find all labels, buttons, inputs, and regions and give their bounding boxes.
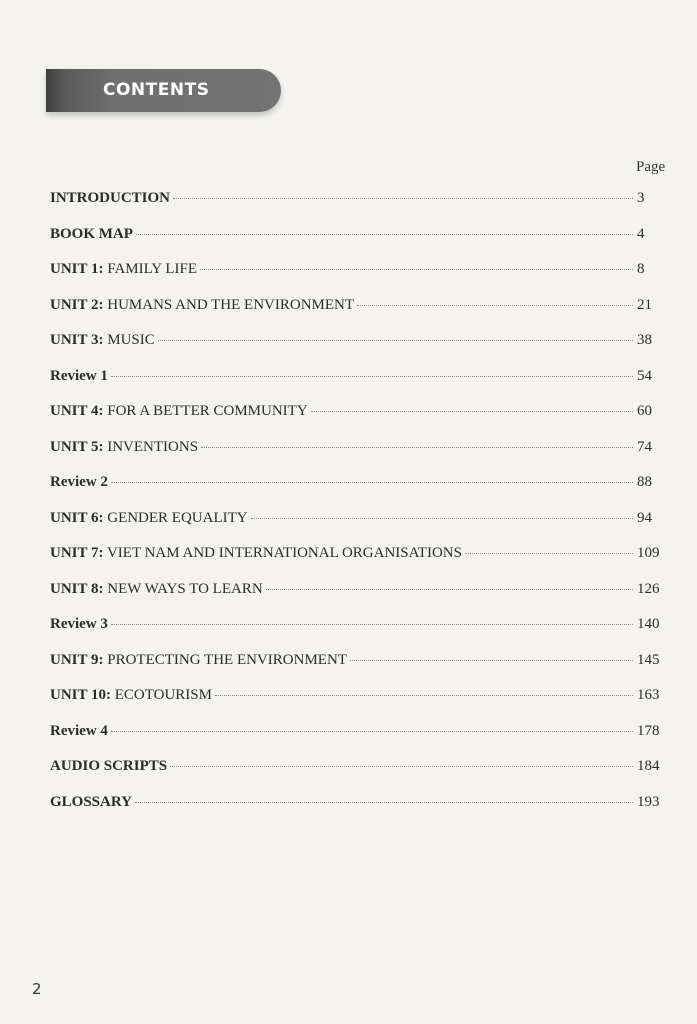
- toc-entry-title: FAMILY LIFE: [103, 261, 197, 277]
- toc-entry-prefix: AUDIO SCRIPTS: [50, 758, 168, 774]
- page-number: 2: [32, 980, 42, 998]
- toc-entry[interactable]: [50, 368, 665, 404]
- page-column-label: Page: [636, 159, 666, 175]
- toc-entry-page: 3: [637, 190, 645, 206]
- toc-entry-page: 140: [637, 616, 660, 632]
- toc-entry-page: 126: [637, 580, 660, 597]
- table-of-contents: [50, 190, 665, 829]
- toc-entry-title: FOR A BETTER COMMUNITY: [103, 403, 308, 419]
- toc-entry-prefix: Review 3: [50, 616, 108, 632]
- dot-leader: [251, 518, 633, 519]
- dot-leader: [111, 624, 633, 625]
- dot-leader: [173, 198, 633, 199]
- toc-entry-prefix: Review 4: [50, 722, 108, 739]
- dot-leader: [136, 234, 633, 235]
- toc-entry-prefix: UNIT 3:: [50, 332, 104, 348]
- toc-entry[interactable]: [50, 652, 665, 688]
- dot-leader: [111, 731, 633, 732]
- toc-entry-page: 8: [637, 261, 645, 277]
- toc-entry-page: 21: [637, 296, 652, 313]
- toc-entry-prefix: UNIT 8:: [50, 580, 104, 597]
- dot-leader: [266, 589, 633, 590]
- toc-entry-page: 178: [637, 722, 660, 739]
- dot-leader: [135, 802, 633, 803]
- dot-leader: [201, 447, 633, 448]
- toc-entry-page: 109: [637, 545, 660, 561]
- toc-entry[interactable]: [50, 226, 665, 262]
- toc-entry-page: 4: [637, 225, 645, 242]
- toc-entry[interactable]: [50, 474, 665, 510]
- toc-entry[interactable]: [50, 439, 665, 475]
- toc-entry-title: NEW WAYS TO LEARN: [103, 580, 263, 597]
- dot-leader: [465, 553, 633, 554]
- toc-entry[interactable]: [50, 190, 665, 226]
- toc-entry-page: 163: [637, 687, 660, 703]
- toc-entry-prefix: GLOSSARY: [50, 793, 132, 810]
- toc-entry-prefix: INTRODUCTION: [50, 190, 171, 206]
- dot-leader: [170, 766, 633, 767]
- toc-entry-title: HUMANS AND THE ENVIRONMENT: [103, 296, 355, 313]
- contents-heading: CONTENTS: [103, 80, 210, 100]
- dot-leader: [158, 340, 633, 341]
- toc-entry[interactable]: [50, 332, 665, 368]
- toc-entry-title: VIET NAM AND INTERNATIONAL ORGANISATIONS: [103, 545, 462, 561]
- toc-entry-page: 38: [637, 332, 652, 348]
- toc-entry-prefix: UNIT 5:: [50, 438, 104, 455]
- toc-entry[interactable]: [50, 297, 665, 333]
- toc-entry[interactable]: [50, 510, 665, 546]
- toc-entry-page: 184: [637, 758, 660, 774]
- toc-entry-prefix: UNIT 6:: [50, 509, 104, 526]
- toc-entry-prefix: UNIT 7:: [50, 545, 104, 561]
- dot-leader: [357, 305, 633, 306]
- toc-entry[interactable]: [50, 687, 665, 723]
- toc-entry-prefix: UNIT 4:: [50, 403, 104, 419]
- toc-entry-page: 60: [637, 403, 652, 419]
- toc-entry-title: GENDER EQUALITY: [103, 509, 248, 526]
- toc-entry-page: 74: [637, 438, 652, 455]
- dot-leader: [215, 695, 633, 696]
- dot-leader: [350, 660, 633, 661]
- toc-entry-title: ECOTOURISM: [110, 687, 212, 703]
- toc-entry-page: 54: [637, 367, 652, 384]
- dot-leader: [111, 482, 633, 483]
- toc-entry-prefix: UNIT 2:: [50, 296, 104, 313]
- toc-entry-page: 88: [637, 474, 652, 490]
- toc-entry-page: 193: [637, 793, 660, 810]
- toc-entry-page: 145: [637, 651, 660, 668]
- toc-entry-prefix: UNIT 10:: [50, 687, 111, 703]
- toc-entry[interactable]: [50, 581, 665, 617]
- toc-entry[interactable]: [50, 794, 665, 830]
- toc-entry-prefix: Review 2: [50, 474, 108, 490]
- dot-leader: [311, 411, 633, 412]
- toc-entry-title: INVENTIONS: [103, 438, 199, 455]
- dot-leader: [111, 376, 633, 377]
- toc-entry-prefix: UNIT 1:: [50, 261, 104, 277]
- toc-entry-title: MUSIC: [103, 332, 155, 348]
- toc-entry[interactable]: [50, 545, 665, 581]
- dot-leader: [200, 269, 633, 270]
- toc-entry-prefix: UNIT 9:: [50, 651, 104, 668]
- toc-entry-prefix: BOOK MAP: [50, 225, 133, 242]
- contents-banner: [46, 69, 281, 112]
- toc-entry-title: PROTECTING THE ENVIRONMENT: [103, 651, 347, 668]
- toc-entry-prefix: Review 1: [50, 367, 108, 384]
- toc-entry[interactable]: [50, 403, 665, 439]
- toc-entry[interactable]: [50, 758, 665, 794]
- toc-entry-page: 94: [637, 509, 652, 526]
- toc-entry[interactable]: [50, 261, 665, 297]
- toc-entry[interactable]: [50, 616, 665, 652]
- toc-entry[interactable]: [50, 723, 665, 759]
